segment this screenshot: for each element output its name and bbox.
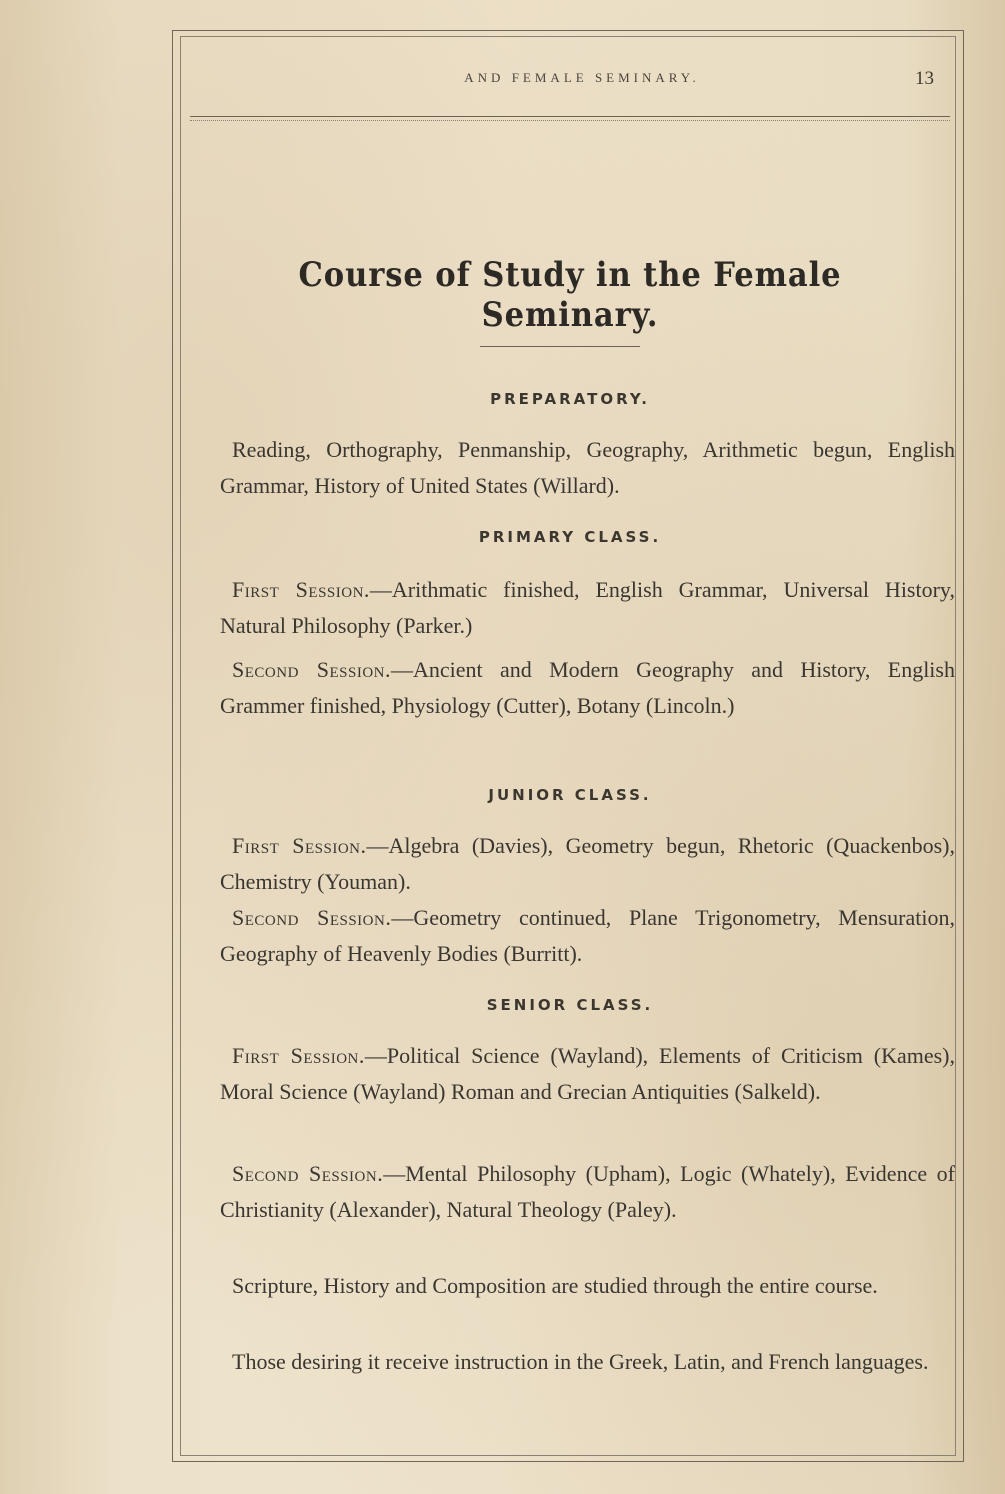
junior-second-session bbox=[220, 900, 955, 972]
session-text: —Algebra (Davies), Geometry begun, Rhetoric (Quackenbos), Chemistry (Youman). bbox=[220, 833, 956, 894]
languages-note: Those desiring it receive instruction in the Greek, Latin, and French languages. bbox=[232, 1349, 929, 1374]
junior-first-session bbox=[220, 828, 955, 900]
header-rule bbox=[190, 116, 950, 121]
session-label: First Session. bbox=[232, 1043, 365, 1068]
session-label: Second Session. bbox=[232, 657, 391, 682]
page-title: Course of Study in the Female Seminary. bbox=[298, 255, 842, 335]
heading-preparatory: PREPARATORY. bbox=[490, 390, 650, 408]
session-label: First Session. bbox=[232, 577, 370, 602]
primary-second-session bbox=[220, 652, 955, 724]
session-label: First Session. bbox=[232, 833, 367, 858]
senior-second-session bbox=[220, 1156, 955, 1228]
heading-junior-class: JUNIOR CLASS. bbox=[488, 786, 652, 804]
running-title: AND FEMALE SEMINARY. bbox=[464, 70, 700, 85]
page-number: 13 bbox=[915, 68, 934, 89]
session-label: Second Session. bbox=[232, 905, 392, 930]
session-text: —Political Science (Wayland), Elements of Criticism (Kames), Moral Science (Wayland) Roman and Grecian Antiquities (Salkeld). bbox=[220, 1043, 956, 1104]
primary-first-session bbox=[220, 572, 955, 644]
running-header bbox=[180, 64, 954, 94]
page-border-inner bbox=[180, 36, 956, 1456]
session-label: Second Session. bbox=[232, 1161, 384, 1186]
session-text: —Ancient and Modern Geography and History, English Grammer finished, Physiology (Cutter), Botany (Lincoln.) bbox=[220, 657, 955, 718]
senior-first-session bbox=[220, 1038, 955, 1110]
session-text: —Geometry continued, Plane Trigonometry, Mensuration, Geography of Heavenly Bodies (Burritt). bbox=[220, 905, 955, 966]
session-text: —Arithmatic finished, English Grammar, Universal History, Natural Philosophy (Parker.) bbox=[220, 577, 956, 638]
heading-primary-class: PRIMARY CLASS. bbox=[478, 528, 662, 546]
title-rule bbox=[480, 346, 640, 347]
heading-senior-class: SENIOR CLASS. bbox=[486, 996, 654, 1014]
preparatory-text: Reading, Orthography, Penmanship, Geography, Arithmetic begun, English Grammar, History of United States (Willard). bbox=[220, 437, 955, 498]
scripture-note: Scripture, History and Composition are studied through the entire course. bbox=[232, 1273, 878, 1298]
session-text: —Mental Philosophy (Upham), Logic (Whately), Evidence of Christianity (Alexander), Natural Theology (Paley). bbox=[220, 1161, 955, 1222]
